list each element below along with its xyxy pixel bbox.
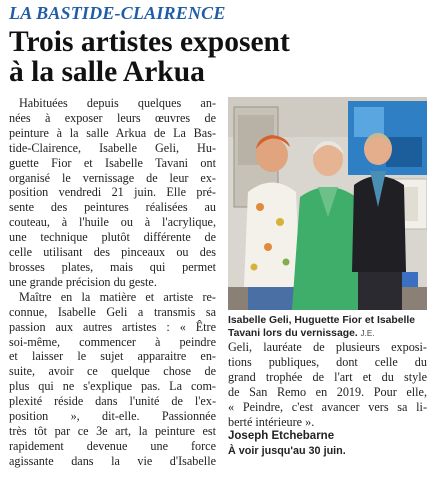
section-kicker: LA BASTIDE-CLAIRENCE: [9, 3, 226, 23]
body-line: plexité réside dans l'unité de l'ex-: [9, 394, 216, 409]
body-line: une technique plutôt différente de: [9, 230, 216, 245]
body-line: agissante dans la vie d'Isabelle: [9, 453, 216, 468]
body-line: position vendredi 21 juin. Elle pré-: [9, 185, 216, 200]
body-line: suite, avoir ce quelque chose de: [9, 364, 216, 379]
body-line: tions publiques, dont celle du: [228, 354, 427, 369]
body-line: position », dit-elle. Passionnée: [9, 409, 216, 424]
article-headline: [9, 27, 429, 87]
author-signature: Joseph Etchebarne: [228, 430, 335, 443]
headline-line: Trois artistes exposent: [9, 26, 290, 58]
photo-three-women-icon: [228, 97, 427, 310]
body-line: couteau, à l'huile ou à l'acrylique,: [9, 215, 216, 230]
body-line: Habituées depuis quelques an-: [19, 96, 216, 110]
body-line: peinture à la salle Arkua de La Bas-: [9, 125, 216, 140]
body-line: grand trophée de l'art et du style: [228, 369, 427, 384]
body-line: « Peindre, c'est avancer vers sa li-: [228, 399, 427, 414]
body-line: tide-Clairence, Isabelle Geli, Hu-: [9, 140, 216, 155]
body-line: plus qui ne s'explique pas. La com-: [9, 379, 216, 394]
body-line: brosses plates, mais qui permet: [9, 259, 216, 274]
body-line: de San Remo en 2019. Pour elle,: [228, 384, 427, 399]
body-line: très tôt par ce 3e art, la peinture est: [9, 423, 216, 438]
body-line: connue, Isabelle Geli a transmis sa: [9, 304, 216, 319]
caption-names: Isabelle Geli, Huguette Fior et Isabelle Tavani lors du vernissage.: [228, 315, 416, 339]
body-line: Maître en la matière et artiste re-: [19, 289, 216, 304]
body-line: une grande précision du geste.: [9, 274, 157, 289]
headline-line: à la salle Arkua: [9, 56, 205, 88]
body-line: guette Fior et Isabelle Tavani ont: [9, 155, 216, 170]
body-line: soi-même, commencer à peindre: [9, 334, 216, 349]
article-body-left-column: [9, 96, 216, 469]
exhibition-photo: [228, 97, 427, 310]
exhibition-end-date: À voir jusqu'au 30 juin.: [228, 445, 346, 458]
body-line: berté intérieure ».: [228, 414, 315, 429]
body-line: sente des peintures réalisées au: [9, 200, 216, 215]
body-line: nées à exposer leurs œuvres de: [9, 110, 216, 125]
body-line: organisé le vernissage de leur ex-: [9, 170, 216, 185]
article-body-right-column: [228, 340, 427, 459]
body-line: rapidement devenue une force: [9, 438, 216, 453]
photo-credit: J.E.: [360, 328, 375, 338]
body-line: celle utilisant des pinceaux ou des: [9, 245, 216, 260]
body-line: et laisser le sujet apparaitre en-: [9, 349, 216, 364]
body-line: passion aux autres artistes : « Être: [9, 319, 216, 334]
photo-caption: [228, 315, 428, 340]
body-line: Geli, lauréate de plusieurs exposi-: [228, 340, 427, 354]
